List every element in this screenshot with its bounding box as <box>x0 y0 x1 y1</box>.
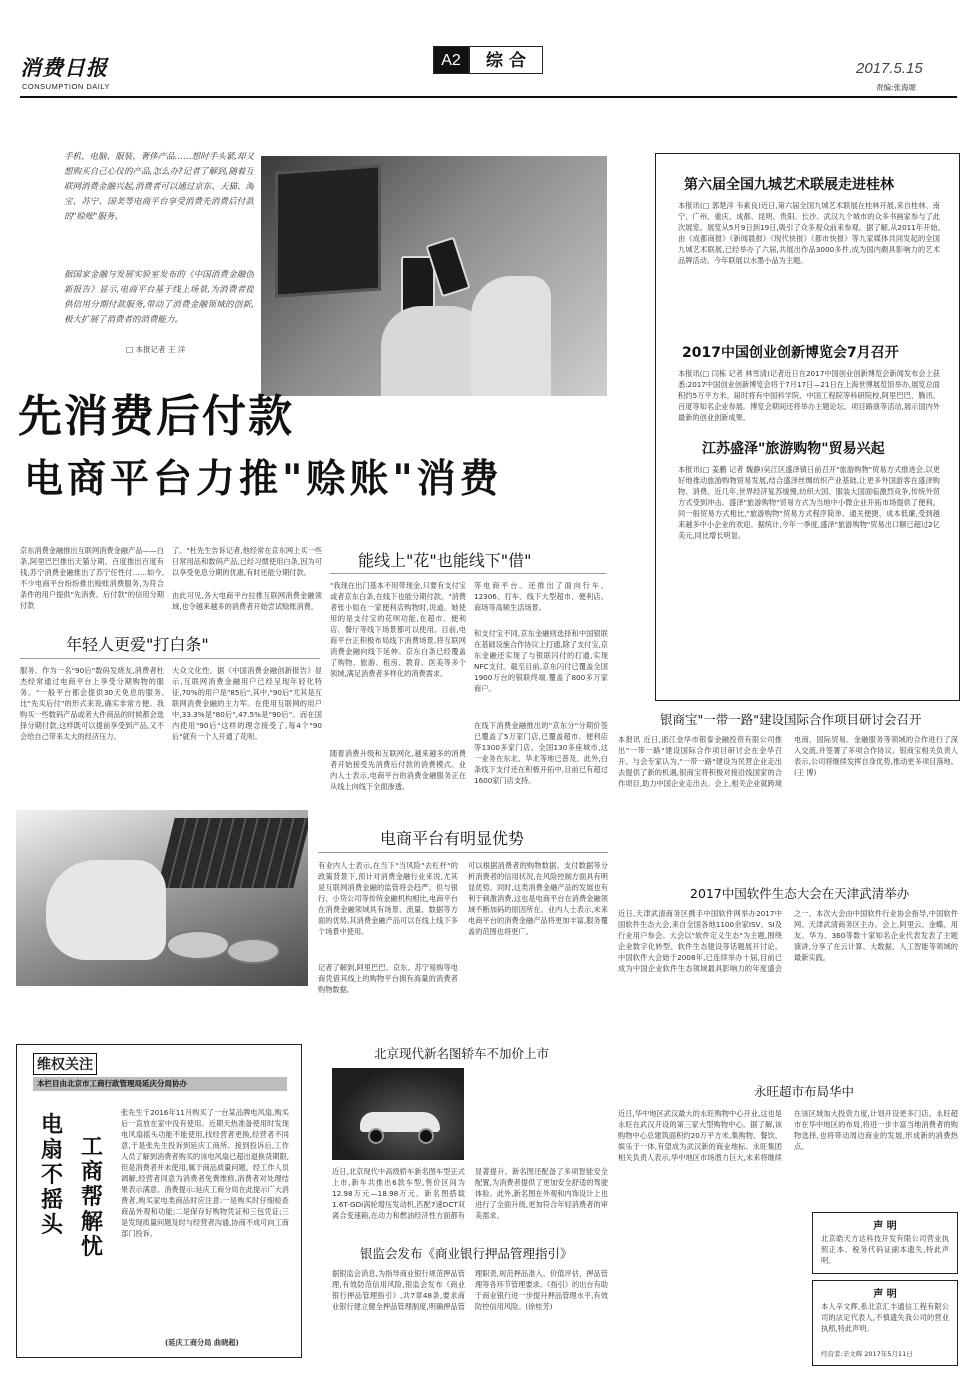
masthead-logo-en: CONSUMPTION DAILY <box>22 82 110 91</box>
bank-title: 银监会发布《商业银行押品管理指引》 <box>360 1246 573 1261</box>
notice-1 <box>812 1212 958 1274</box>
title-a: 电扇不摇头 <box>41 1113 64 1238</box>
column-name: 维权关注 <box>33 1053 97 1075</box>
notice-2-sign: 经营者:辛文辉 2017年5月11日 <box>821 1350 913 1358</box>
art2-title: 2017中国创业创新博览会7月召开 <box>682 345 899 361</box>
art5-title: 2017中国软件生态大会在天津武清举办 <box>690 886 910 901</box>
art6-body: 近日,华中地区武汉最大的永旺购物中心开业,这也是永旺在武汉开设的第三家大型购物中心。据了解,该购物中心总建筑面积约20万平方米,集购物、餐饮、娱乐于一体,有望成为武汉新的商业地标。永旺集团相关负责人表示,华中地区市场潜力巨大,未来将继续在该区域加大投资力度,计划开设更多门店。永旺超市在华中地区的布局,将进一步丰富当地消费者的购物选择,也将带动周边商业的发展,形成新的消费热点。 <box>618 1109 958 1162</box>
page-code: A2 <box>433 46 469 74</box>
title-b: 工商帮解忧 <box>81 1135 104 1260</box>
masthead <box>0 0 977 100</box>
issue-date: 2017.5.15 <box>856 60 923 77</box>
lead-intro <box>64 150 254 344</box>
art1-title: 第六届全国九城艺术联展走进桂林 <box>684 177 894 193</box>
lead-col4-p2: 和支付宝不同,京东金融则选择和中国银联在基础设施合作协议上打通,除了支付宝,京东金融还实现了与银联闪付的打通,实现NFC支付。截至目前,京东闪付已覆盖全国1900万台的银联终端,覆盖了800多万家商户。 <box>474 629 608 693</box>
bank-body: 据银监会消息,为指导商业银行规范押品管理,有效防范信用风险,银监会发布《商业银行押品管理指引》,共7章48条,要求商业银行建立健全押品管理制度,明确押品管理职责,规范押品准入、价值评估、押品管理等各环节管理要求。《指引》的出台有助于商业银行进一步提升押品管理水平,有效防控信用风险。(徐桂芳) <box>332 1269 608 1311</box>
art2-body: 本报讯(□ 闫栋 记者 林雪清)记者近日在2017中国创业创新博览会新闻发布会上获悉:2017中国创业创新博览会将于7月17日—21日在上海世博展览馆举办,展览总面积约5万平方米。届时将有中国科学院、中国工程院等科研院校,阿里巴巴、腾讯、百度等知名企业参展。博览会期间还将举办主题论坛、项目路演等活动,展示国内外最新的创业创新成果。 <box>678 369 940 422</box>
art4-title: 银商宝"一带一路"建设国际合作项目研讨会召开 <box>660 712 922 727</box>
section-name: 综 合 <box>469 46 543 74</box>
art4-body: 本报讯 近日,浙江金华市银泰金融投资有限公司推出"一带一路"建设国际合作项目研讨会在金华召开。与会专家认为,"一带一路"建设为民营企业走出去提供了新的机遇,银商宝将积极对接沿线国家的合作项目,助力中国企业走出去。会上,相关企业就跨境电商、国际贸易、金融服务等领域的合作进行了深入交流,并签署了多项合作协议。银商宝相关负责人表示,公司将继续发挥自身优势,推动更多项目落地。(王 博) <box>618 735 958 788</box>
lead-col2-p1: 了。"杜先生告诉记者,他经常在京东网上买一些日常用品和数码产品,已经习惯使用白条,因为可以享受免息分期的优惠,有时还能分期付款。 <box>172 546 322 577</box>
subhead-advantage-rule <box>318 852 608 853</box>
lead-col3-p1: "我现在出门基本不用带现金,只要有支付宝或者京东白条,在线下也能分期付款。"消费者张小姐在一家便利店购物时,说道。她使用的是支付宝的花呗功能,在超市、便利店、餐厅等线下场景都可以使用。目前,电商平台正积极布局线下消费场景,将互联网消费金融向线下延伸。京东白条已经覆盖了购物、旅游、租房、教育、医美等多个领域,满足消费者多样化的消费需求。 <box>330 581 466 678</box>
lead-photo <box>261 156 607 396</box>
car-photo <box>332 1068 464 1160</box>
lead-title: 先消费后付款 <box>18 391 294 442</box>
lead-col4-p4: 可以根据消费者的购物数据、支付数据等分析消费者的信用状况,在风险控制方面具有明显优势。同时,这类消费金融产品的发展也有利于刺激消费,这也是电商平台在消费金融领域不断加码的原因所在。业内人士表示,未来电商平台的消费金融产品将更加丰富,服务覆盖的范围也将更广。 <box>468 861 608 936</box>
consumer-rights-box <box>16 1044 302 1358</box>
lead-col4-p1: 等电商平台。还推出了面向行车、12306、打车、线下大型超市、便利店、商场等高频生活场景。 <box>474 581 608 612</box>
art5-body: 近日,天津武清商务区携手中国软件网举办2017中国软件生态大会,来自全国各地1100余家ISV、SI及行业用户参会。大会以"软件定义生态"为主题,围绕企业数字化转型、软件生态建设等话题展开讨论。中国软件大会始于2008年,已连续举办十届,目前已成为中国企业软件生态领域最具影响力的年度盛会之一。本次大会由中国软件行业协会指导,中国软件网、天津武清商务区主办。会上,阿里云、金蝶、用友、华为、360等数十家知名企业代表发表了主题演讲,分享了在云计算、大数据、人工智能等领域的最新实践。 <box>618 909 958 973</box>
subhead-advantage: 电商平台有明显优势 <box>380 829 525 848</box>
subhead-hua-rule <box>330 573 606 574</box>
lead-col2-p2: 由此可见,各大电商平台拉推互联网消费金融领域,也令越来越多的消费者开始尝试赊账消费。 <box>172 591 322 611</box>
car-title: 北京现代新名图轿车不加价上市 <box>374 1046 550 1061</box>
column-desc: 本栏目由北京市工商行政管理局延庆分局协办 <box>33 1077 287 1091</box>
subhead-young-rule <box>20 658 320 659</box>
art1-body: 本报讯(□ 郭楚洋 韦素良)近日,第六届全国九城艺术联展在桂林开展,来自桂林、南宁、广州、重庆、成都、昆明、贵阳、长沙、武汉九个城市的众多书画家参与了此次展览。展览从5月9日到19日,吸引了众多观众前来参观。据了解,从2011年开始,由《成都商报》《新闻晨报》《现代快报》《都市快报》等九家媒体共同发起的全国九城艺术联展,已经举办了六届,共展出作品3000多件,成为国内颇具影响力的艺术品牌活动。今年联展以水墨小品为主题。 <box>678 201 940 265</box>
lead-col4-p3: 在线下消费金融推出的"京东分"分期价签已覆盖了5万家门店,已覆盖超市、便利店等1300多家门店。全国130多座城市,这一业务在东北、华北等地已普及。此外,白条线下支付还在积极开拓中,目前已有超过1600家门店支持。 <box>474 721 608 785</box>
notice-2-title: 声 明 <box>873 1289 897 1300</box>
car-body: 近日,北京现代中高级轿车新名图车型正式上市,新车共推出6款车型,售价区间为12.98万元—18.98万元。新名图搭载1.6T-GDi涡轮增压发动机,匹配7速DCT双离合变速箱,在动力和燃油经济性方面都有显著提升。新名图还配备了多项智能安全配置,为消费者提供了更加安全舒适的驾驶体验。此外,新名图在外观和内饰设计上也进行了全面升级,更加符合年轻消费者的审美需求。 <box>332 1167 608 1220</box>
lead-col2-p3: 大众文化性。据《中国消费金融创新报告》显示,互联网消费金融用户已经呈现年轻化特征,70%的用户是"85后",其中,"90后"尤其是互联网消费金融的主力军。在使用互联网的用户中,33.3%是"80后",47.5%是"90后"。而在国内使用"90后"这样的理念接受了,每4个"90后"就有一个人开通了花呗。 <box>172 666 322 741</box>
masthead-logo: 消费日报 <box>20 55 108 80</box>
notice-1-body: 北京皓天方达科技开发有限公司营业执照正本、税务代码证副本遗失,特此声明。 <box>821 1234 949 1265</box>
art3-body: 本报讯(□ 姜鹏 记者 魏静)吴江区盛泽镇日前召开"旅游购物"贸易方式推进会,以更好地推动旅游购物贸易发展,结合盛泽丝绸纺织产业基础,让更多外国游客在盛泽购物、消费。近几年,世界经济复苏缓慢,纺织大国、服装大国面临激烈竞争,传统外贸方式受到冲击。盛泽"旅游购物"贸易方式为当地中小微企业开拓市场提供了便利。同一般贸易方式相比,"旅游购物"贸易方式程序简单、通关便捷、成本低廉,受到越来越多中小企业的欢迎。据统计,今年一季度,盛泽"旅游购物"贸易出口额已超过2亿美元,同比增长明显。 <box>678 465 940 540</box>
subhead-young: 年轻人更爱"打白条" <box>66 635 209 654</box>
lead-col3-p2: 随着消费升级和互联网化,越来越多的消费者开始接受先消费后付款的消费模式。业内人士表示,电商平台的消费金融服务正在从线上向线下全面渗透。 <box>330 749 466 791</box>
editor-credit: 责编:张海塬 <box>876 83 917 92</box>
notice-2-body: 本人辛文辉,系北京汇丰通信工程有限公司的法定代表人,不慎遗失我公司的营业执照,特此声明。 <box>821 1302 949 1333</box>
notice-2 <box>812 1280 958 1366</box>
lead-intro-p1: 手机、电脑、服装、奢侈产品……想时手头紧,却又想购买自己心仪的产品,怎么办?记者了解到,随着互联网消费金融兴起,消费者可以通过京东、天猫、淘宝、苏宁、国美等电商平台享受消费先消费后付款的"赊账"服务。 <box>64 152 254 222</box>
lead-col3-p3: 有业内人士表示,在当下"当风险"去杠杆"的政策背景下,预计对消费金融行业来说,尤其是互联网消费金融的监管将会趋严。但与银行、小贷公司等传统金融机构相比,电商平台在消费金融领域具有场景、流量、数据等方面的优势,其消费金融产品可以在线上线下多个场景中使用。 <box>318 861 458 936</box>
right-news-box <box>655 153 960 701</box>
rights-body: 张先生于2016年11月购买了一台某品牌电风扇,购买后一直放在家中没有使用。近期天热准备使用时发现电风扇摇头功能不能使用,找经营者更换,经营者不同意,于是张先生投诉到延庆工商所。接到投诉后,工作人员了解到消费者购买的该电风扇已超出退换货期限,但是消费者并未使用,属于商品质量问题。经工作人员调解,经营者同意为消费者免费维修,消费者对处理结果表示满意。消费提示:延庆工商分局在此提示广大消费者,购买家电类商品时应注意:一是购买时仔细检查商品外观和功能;二是保存好购物凭证和三包凭证;三是发现质量问题及时与经营者沟通,协商不成可向工商部门投诉。 <box>121 1108 289 1238</box>
rights-source: (延庆工商分局 曲晓超) <box>165 1338 239 1347</box>
keyboard-photo <box>16 810 308 986</box>
art3-title: 江苏盛泽"旅游购物"贸易兴起 <box>702 441 885 457</box>
masthead-rule <box>20 96 957 98</box>
lead-col1-p1: 京东消费金融推出互联网消费金融产品——白条,阿里巴巴推出天猫分期、百度推出百度有钱,苏宁消费金融推出了苏宁任性付……如今,不少电商平台纷纷推出赊账消费服务,为符合条件的用户提供"先消费、后付款"的信用分期付款 <box>20 546 164 610</box>
lead-col1-p2: 服务。作为一名"90后"数码发烧友,消费者杜杰经常通过电商平台上享受分期购物的服务。"一般平台都会提供30天免息的服务,比"先买后付"的形式来说,确实非常方便。我购买一些数码产品或者大件商品的时候都会选择分期付款,这样既可以提前享受到产品,又不会给自己带来太大的经济压力。 <box>20 666 164 741</box>
lead-subtitle: 电商平台力推"赊账"消费 <box>24 457 503 502</box>
art6-title: 永旺超市布局华中 <box>754 1084 855 1099</box>
lead-intro-p2: 据国家金融与发展实验室发布的《中国消费金融创新报告》显示,电商平台基于线上场景,为消费者提供信用分期付款服务,带动了消费金融领域的创新,极大扩展了消费者的消费能力。 <box>64 270 254 325</box>
lead-byline: □ 本报记者 王 洋 <box>126 345 186 354</box>
notice-1-title: 声 明 <box>873 1221 897 1232</box>
lead-col3-p4: 记者了解到,阿里巴巴、京东、苏宁易购等电商凭借其线上的购物平台拥有海量的消费者购物数据, <box>318 963 458 994</box>
subhead-hua: 能线上"花"也能线下"借" <box>358 551 532 570</box>
